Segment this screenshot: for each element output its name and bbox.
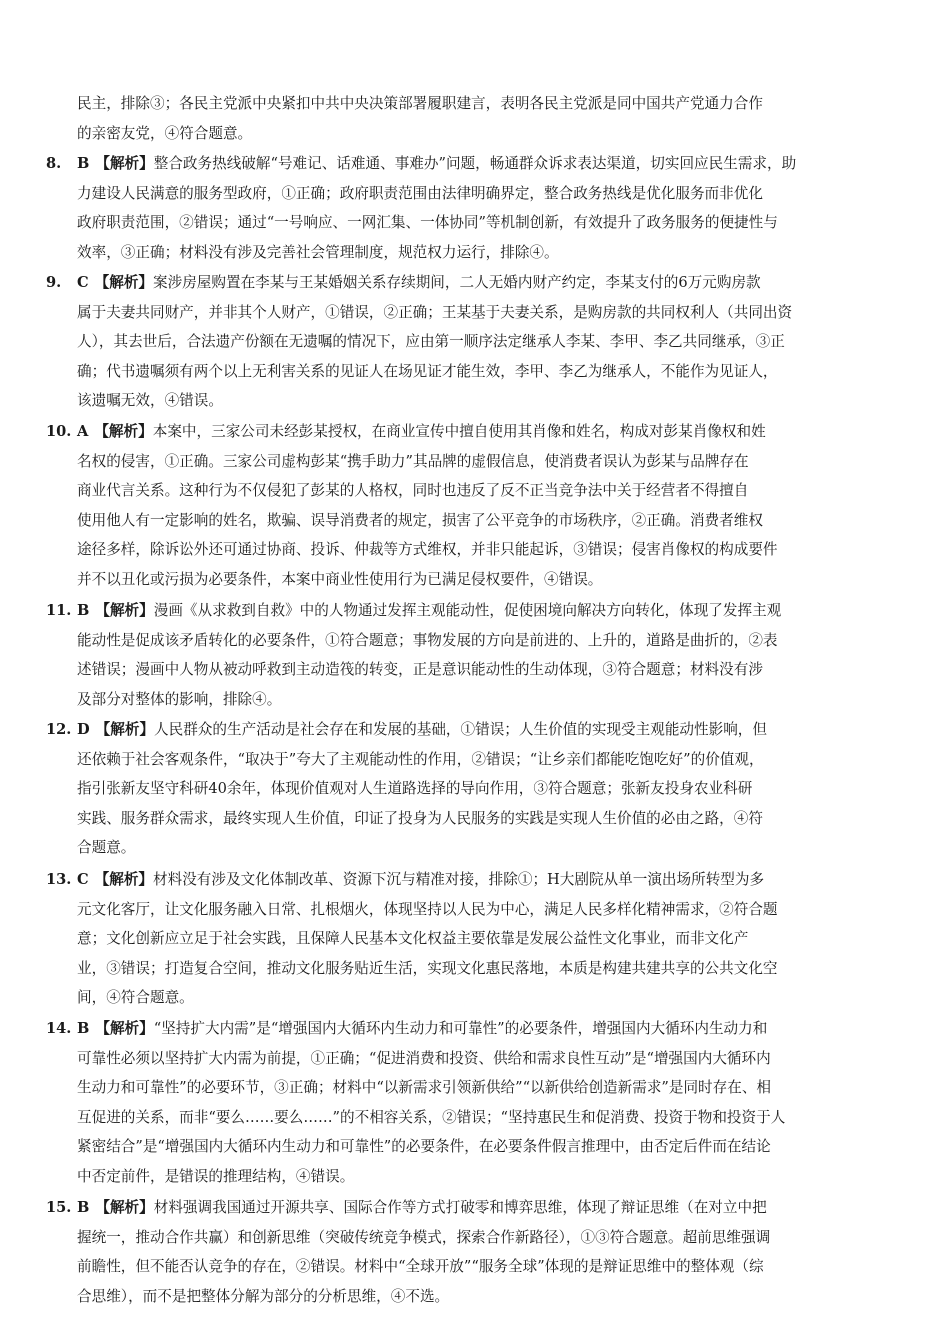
question-number: 14. (46, 1020, 72, 1037)
text-line: 并不以丑化或污损为必要条件，本案中商业性使用行为已满足侵权要件，④错误。 (77, 570, 603, 588)
intro-continuation (46, 89, 898, 148)
text-line: 该遗嘱无效，④错误。 (77, 392, 223, 410)
text-line: 可靠性必须以坚持扩大内需为前提，①正确；“促进消费和投资、供给和需求良性互动”是“增强国内大循环内 (77, 1049, 771, 1067)
text-line: 业，③错误；打造复合空间，推动文化服务贴近生活，实现文化惠民落地，本质是构建共建共享的公共文化空 (77, 959, 778, 977)
analysis-tag: 【解析】 (94, 871, 154, 888)
text-line: 互促进的关系，而非“要么……要么……”的不相容关系，②错误；“坚持惠民生和促消费、投资于物和投资于人 (77, 1108, 786, 1126)
text-line: 本案中，三家公司未经彭某授权，在商业宣传中擅自使用其肖像和姓名，构成对彭某肖像权和姓 (152, 423, 766, 440)
answer-letter: D (77, 721, 90, 738)
analysis-tag: 【解析】 (95, 1199, 154, 1216)
question-14-explanation (46, 1014, 898, 1192)
answer-letter: B (77, 1199, 90, 1216)
text-line: 漫画《从求救到自救》中的人物通过发挥主观能动性，促使困境向解决方向转化，体现了发挥主观 (153, 602, 782, 619)
analysis-tag: 【解析】 (95, 1020, 154, 1037)
answer-letter: C (77, 274, 89, 291)
question-8-explanation (46, 149, 898, 267)
answer-letter: C (77, 871, 89, 888)
question-number: 15. (46, 1199, 72, 1216)
text-line: 属于夫妻共同财产，并非其个人财产，①错误，②正确；王某基于夫妻关系，是购房款的共同权利人（共同出资 (77, 303, 793, 321)
text-line: “坚持扩大内需”是“增强国内大循环内生动力和可靠性”的必要条件，增强国内大循环内生动力和 (153, 1020, 768, 1037)
answer-letter: B (77, 1020, 90, 1037)
text-line: 合思维），而不是把整体分解为部分的分析思维，④不选。 (77, 1287, 450, 1305)
question-number: 10. (46, 423, 72, 440)
text-line: 及部分对整体的影响，排除④。 (77, 690, 282, 708)
text-line: 紧密结合”是“增强国内大循环内生动力和可靠性”的必要条件，在必要条件假言推理中，由否定后件而在结论 (77, 1138, 771, 1156)
question-13-explanation (46, 865, 898, 1013)
text-line: 还依赖于社会客观条件，“取决于”夸大了主观能动性的作用，②错误；“让乡亲们都能吃饱吃好”的价值观， (77, 750, 764, 768)
question-number: 9. (46, 274, 62, 291)
text-line: 指引张新友坚守科研40余年，体现价值观对人生道路选择的导向作用，③符合题意；张新友投身农业科研 (77, 780, 753, 798)
text-line: 途径多样，除诉讼外还可通过协商、投诉、仲裁等方式维权，并非只能起诉，③错误；侵害肖像权的构成要件 (77, 541, 778, 559)
text-line: 政府职责范围，②错误；通过“一号响应、一网汇集、一体协同”等机制创新，有效提升了政务服务的便捷性与 (77, 214, 778, 232)
answer-letter: B (77, 602, 90, 619)
text-line: 意；文化创新应立足于社会实践，且保障人民基本文化权益主要依靠是发展公益性文化事业，而非文化产 (77, 930, 749, 948)
question-11-explanation (46, 596, 898, 714)
text-line: 确；代书遗嘱须有两个以上无利害关系的见证人在场见证才能生效，李甲、李乙为继承人，不能作为见证人， (77, 362, 778, 380)
question-number: 8. (46, 155, 62, 172)
text-line: 力建设人民满意的服务型政府，①正确；政府职责范围由法律明确界定，整合政务热线是优化服务而非优化 (77, 184, 763, 202)
text-line: 效率，③正确；材料没有涉及完善社会管理制度，规范权力运行，排除④。 (77, 243, 559, 261)
question-12-explanation (46, 715, 898, 863)
text-line: 述错误；漫画中人物从被动呼救到主动造筏的转变，正是意识能动性的生动体现，③符合题意；材料没有涉 (77, 661, 763, 679)
text-line: 的亲密友党，④符合题意。 (77, 124, 253, 142)
text-line: 间，④符合题意。 (77, 989, 194, 1007)
question-number: 13. (46, 871, 72, 888)
text-line: 实践、服务群众需求，最终实现人生价值，印证了投身为人民服务的实践是实现人生价值的必由之路，④符 (77, 809, 763, 827)
question-number: 12. (46, 721, 72, 738)
text-line: 材料强调我国通过开源共享、国际合作等方式打破零和博弈思维，体现了辩证思维（在对立中把 (153, 1199, 767, 1216)
text-line: 元文化客厅，让文化服务融入日常、扎根烟火，体现坚持以人民为中心，满足人民多样化精神需求，②符合题 (77, 900, 778, 918)
question-15-explanation (46, 1193, 898, 1311)
text-line: 人民群众的生产活动是社会存在和发展的基础，①错误；人生价值的实现受主观能动性影响，但 (154, 721, 767, 738)
question-number: 11. (46, 602, 72, 619)
question-10-explanation (46, 417, 898, 595)
analysis-tag: 【解析】 (95, 721, 155, 738)
text-line: 商业代言关系。这种行为不仅侵犯了彭某的人格权，同时也违反了反不正当竞争法中关于经营者不得擅自 (77, 482, 749, 500)
answer-letter: B (77, 155, 90, 172)
text-line: 握统一，推动合作共赢）和创新思维（突破传统竞争模式，探索合作新路径），①③符合题意。超前思维强调 (77, 1228, 771, 1246)
text-line: 名权的侵害，①正确。三家公司虚构彭某“携手助力”其品牌的虚假信息，使消费者误认为彭某与品牌存在 (77, 452, 749, 470)
question-9-explanation (46, 268, 898, 416)
analysis-tag: 【解析】 (95, 155, 154, 172)
analysis-tag: 【解析】 (94, 274, 154, 291)
text-line: 合题意。 (77, 839, 136, 857)
text-line: 民主，排除③；各民主党派中央紧扣中共中央决策部署履职建言，表明各民主党派是同中国共产党通力合作 (77, 95, 763, 112)
text-line: 材料没有涉及文化体制改革、资源下沉与精准对接，排除①；H大剧院从单一演出场所转型为多 (153, 871, 765, 888)
text-line: 案涉房屋购置在李某与王某婚姻关系存续期间，二人无婚内财产约定，李某支付的6万元购房款 (153, 274, 761, 291)
text-line: 整合政务热线破解“号难记、话难通、事难办”问题，畅通群众诉求表达渠道，切实回应民生需求，助 (153, 155, 797, 172)
analysis-tag: 【解析】 (94, 423, 153, 440)
text-line: 前瞻性，但不能否认竞争的存在，②错误。材料中“全球开放”“服务全球”体现的是辩证思维中的整体观（综 (77, 1258, 764, 1276)
text-line: 人），其去世后，合法遗产份额在无遗嘱的情况下，应由第一顺序法定继承人李某、李甲、李乙共同继承，③正 (77, 333, 785, 351)
text-line: 能动性是促成该矛盾转化的必要条件，①符合题意；事物发展的方向是前进的、上升的，道路是曲折的，②表 (77, 631, 778, 649)
text-line: 使用他人有一定影响的姓名，欺骗、误导消费者的规定，损害了公平竞争的市场秩序，②正确。消费者维权 (77, 511, 763, 529)
analysis-tag: 【解析】 (95, 602, 154, 619)
text-line: 中否定前件，是错误的推理结构，④错误。 (77, 1167, 355, 1185)
answer-letter: A (77, 423, 89, 440)
text-line: 生动力和可靠性”的必要环节，③正确；材料中“以新需求引领新供给”“以新供给创造新需求”是同时存在、相 (77, 1079, 772, 1097)
